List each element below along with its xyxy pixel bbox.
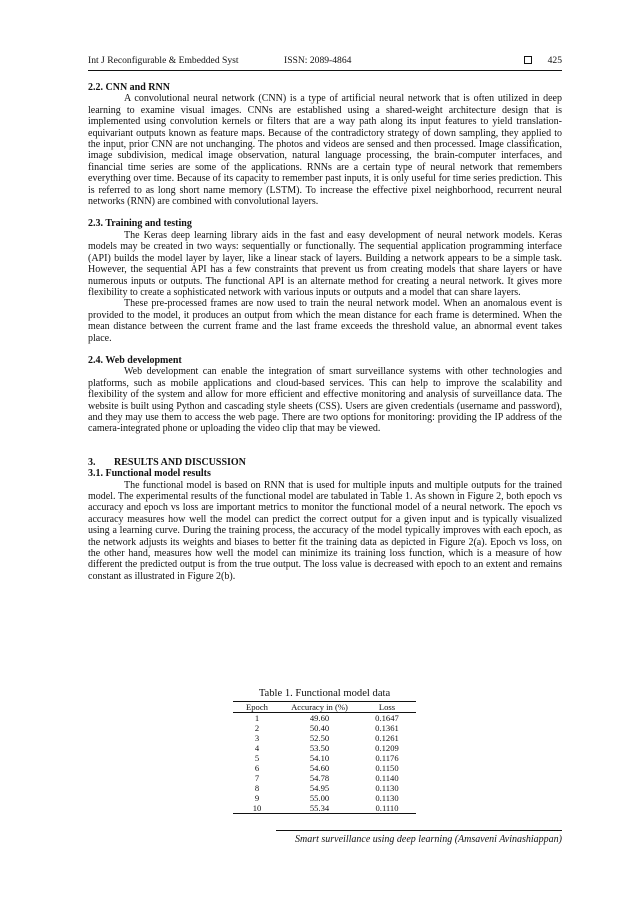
table-cell: 0.1209 xyxy=(375,743,399,753)
body-text xyxy=(88,82,562,582)
functional-model-table xyxy=(233,701,416,814)
table-cell: 0.1261 xyxy=(375,733,399,743)
table-cell: 49.60 xyxy=(309,713,330,723)
table-row xyxy=(233,793,416,803)
header-rule xyxy=(88,70,562,71)
table-row xyxy=(233,743,416,753)
table-header-row xyxy=(233,702,416,713)
section-title-training: 2.3. Training and testing xyxy=(88,218,192,230)
table-1 xyxy=(233,688,416,814)
table-cell: 50.40 xyxy=(309,723,330,733)
section-number: 3. xyxy=(88,456,96,468)
checkbox-square-icon xyxy=(524,56,532,64)
running-footer: Smart surveillance using deep learning (Amsaveni Avinashiappan) xyxy=(295,834,562,845)
table-cell: 0.1110 xyxy=(358,803,416,814)
table-row xyxy=(233,723,416,733)
table-cell: 0.1647 xyxy=(375,713,399,723)
table-header-cell: Accuracy in (%) xyxy=(281,702,358,713)
table-row xyxy=(233,783,416,793)
subsection-title-functional: 3.1. Functional model results xyxy=(88,468,211,480)
table-cell: 10 xyxy=(233,803,281,814)
table-cell: 3 xyxy=(254,733,260,743)
table-cell: 0.1176 xyxy=(375,753,399,763)
table-header-cell: Epoch xyxy=(233,702,281,713)
paragraph-training-2: These pre-processed frames are now used to train the neural network model. When an anomalous event is provided to the model, it produces an output from which the mean distance for each frame is determined. When the mean distance between the current frame and the last frame exceeds the threshold value, an abnormal event takes place. xyxy=(88,298,562,344)
paragraph-training-1: The Keras deep learning library aids in the fast and easy development of neural network models. Keras models may be created in two ways: sequentially or functionally. The sequential application programming interface (API) builds the model layer by layer, like a linear stack of layers. Building a network appears to be a simple task. However, the sequential API has a few constraints that prevent us from creating models that share layers or have numerous inputs or outputs. The functional API is an alternate method for creating a neural network. It gives more flexibility to create a sophisticated network with various inputs or outputs and a model that can share layers. xyxy=(88,229,562,298)
table-cell: 6 xyxy=(254,763,260,773)
table-row xyxy=(233,753,416,763)
table-cell: 52.50 xyxy=(309,733,330,743)
paragraph-web-1: Web development can enable the integration of smart surveillance systems with other technologies and platforms, such as mobile applications and cloud-based services. This can help to improve the scalability and flexibility of the system and allow for more efficient and effective monitoring and analysis of surveillance data. The website is built using Python and cascading style sheets (CSS). Users are given credentials (username and password), and they may use them to access the web page. There are two options for monitoring: providing the IP address of the camera-integrated phone or uploading the video clip that may be viewed. xyxy=(88,366,562,435)
table-row xyxy=(233,773,416,783)
table-cell: 0.1130 xyxy=(375,783,399,793)
table-cell: 1 xyxy=(254,713,260,723)
table-cell: 8 xyxy=(254,783,260,793)
journal-name: Int J Reconfigurable & Embedded Syst xyxy=(88,55,239,66)
table-cell: 5 xyxy=(254,753,260,763)
table-cell: 2 xyxy=(254,723,260,733)
page-number: 425 xyxy=(547,55,562,66)
table-cell: 54.95 xyxy=(309,783,330,793)
running-header xyxy=(88,54,562,68)
footer-rule xyxy=(276,830,562,831)
table-cell: 55.00 xyxy=(309,793,330,803)
table-cell: 0.1150 xyxy=(375,763,399,773)
paragraph-results-1: The functional model is based on RNN that is used for multiple inputs and multiple outputs for the trained model. The experimental results of the functional model are tabulated in Table 1. As shown in Figure 2, both epoch vs accuracy and epoch vs loss are important metrics to monitor the functional model of a neural network. The epoch vs accuracy measures how well the model can predict the correct output for a given input and is typically visualized using a learning curve. During the training process, the accuracy of the model typically improves with each epoch, as the network adjusts its weights and biases to better fit the training data as depicted in Figure 2(a). Epoch vs loss, on the other hand, measures how well the model can minimize its training loss function, which is a measure of how different the predicted output is from the true output. The loss value is decreased with epoch to an extent and remains constant as illustrated in Figure 2(b). xyxy=(88,479,562,582)
table-cell: 53.50 xyxy=(309,743,330,753)
issn: ISSN: 2089-4864 xyxy=(284,55,352,66)
section-heading: RESULTS AND DISCUSSION xyxy=(114,456,246,468)
table-cell: 54.78 xyxy=(309,773,330,783)
table-cell: 7 xyxy=(254,773,260,783)
table-row xyxy=(233,803,416,814)
table-cell: 55.34 xyxy=(281,803,358,814)
table-row xyxy=(233,713,416,724)
paragraph-cnn-1: A convolutional neural network (CNN) is a type of artificial neural network that is often utilized in deep learning to examine visual images. CNNs are established using a shared-weight architecture design that is implemented using convolution kernels or filters that are a way path along its input features to yield translation-equivariant outputs known as feature maps. Because of the contradictory strategy of down sampling, they applied to the input, prior CNN are not unchanging. The photos and videos are sensed and then processed. Image classification, image subdivision, medical image observation, natural language processing, the brain-computer interfaces, and financial time series are some of the applications. RNNs are a certain type of neural network that remembers everything over time. Because of its capacity to remember past inputs, it is only useful for time series prediction. This is referred to as long short name memory (LSTM). To increase the effective pixel neighborhood, recurrent neural networks (RNN) are combined with convolutional layers. xyxy=(88,93,562,208)
section-title-cnn: 2.2. CNN and RNN xyxy=(88,82,170,93)
table-row xyxy=(233,763,416,773)
table-cell: 54.60 xyxy=(309,763,330,773)
table-header-cell: Loss xyxy=(358,702,416,713)
table-cell: 0.1130 xyxy=(375,793,399,803)
table-caption: Table 1. Functional model data xyxy=(258,688,391,699)
section-title-results xyxy=(88,457,562,468)
table-cell: 4 xyxy=(254,743,260,753)
table-cell: 9 xyxy=(254,793,260,803)
table-cell: 0.1140 xyxy=(375,773,399,783)
table-row xyxy=(233,733,416,743)
table-cell: 54.10 xyxy=(309,753,330,763)
section-title-web: 2.4. Web development xyxy=(88,354,182,366)
table-cell: 0.1361 xyxy=(375,723,399,733)
